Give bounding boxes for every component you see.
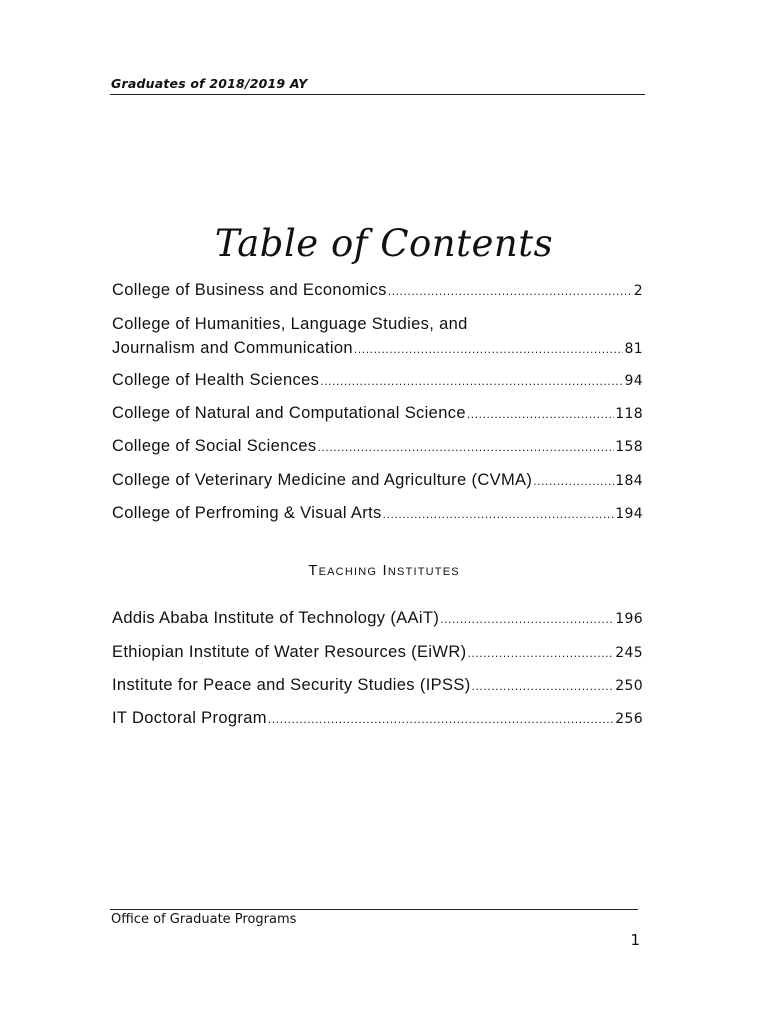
toc-entry-label: College of Perfroming & Visual Arts — [112, 504, 382, 522]
toc-entry-page: 81 — [624, 341, 643, 357]
dot-leader — [383, 502, 615, 526]
toc-entry-page: 256 — [615, 711, 643, 727]
toc-entry-label: College of Veterinary Medicine and Agriculture (CVMA) — [112, 471, 533, 489]
toc-entry[interactable] — [112, 401, 643, 426]
section-heading: Teaching Institutes — [308, 562, 460, 579]
toc-entry-label: IT Doctoral Program — [112, 709, 267, 727]
dot-leader — [440, 607, 614, 631]
toc-entry-page: 194 — [615, 506, 643, 522]
toc-entry[interactable] — [112, 434, 643, 459]
dot-leader — [354, 337, 624, 361]
toc-entry[interactable] — [112, 706, 643, 731]
toc-entry-page: 250 — [615, 678, 643, 694]
toc-entry-page: 2 — [633, 283, 643, 299]
toc-entry-label: College of Business and Economics — [112, 281, 387, 299]
header-rule — [110, 94, 645, 95]
page-title: Table of Contents — [214, 222, 554, 265]
toc-entry-page: 196 — [615, 611, 643, 627]
page-number: 1 — [630, 931, 640, 949]
toc-entry[interactable] — [112, 640, 643, 665]
toc-entry[interactable] — [112, 673, 643, 698]
dot-leader — [388, 279, 633, 303]
toc-entry-page: 158 — [615, 439, 643, 455]
toc-entry-label: Journalism and Communication — [112, 339, 353, 357]
dot-leader — [472, 674, 615, 698]
toc-entry[interactable] — [112, 368, 643, 393]
toc-entry-label: Addis Ababa Institute of Technology (AAiT) — [112, 609, 440, 627]
toc-entry-label: Institute for Peace and Security Studies (IPSS) — [112, 676, 471, 694]
toc-entry-label: College of Natural and Computational Science — [112, 404, 466, 422]
toc-entry[interactable] — [112, 278, 643, 303]
footer-rule — [110, 909, 638, 910]
toc-entry-page: 94 — [624, 373, 643, 389]
toc-entry-label: College of Health Sciences — [112, 371, 320, 389]
dot-leader — [320, 369, 623, 393]
dot-leader — [467, 641, 614, 665]
toc-entry[interactable] — [112, 501, 643, 526]
toc-entry-page: 184 — [615, 473, 643, 489]
dot-leader — [268, 707, 614, 731]
toc-entry-label-line1: College of Humanities, Language Studies, and — [112, 315, 468, 333]
dot-leader — [533, 469, 614, 493]
toc-entry-line2 — [112, 336, 643, 361]
toc-entry-label: College of Social Sciences — [112, 437, 317, 455]
running-header: Graduates of 2018/2019 AY — [111, 76, 308, 91]
running-footer: Office of Graduate Programs — [111, 912, 297, 927]
dot-leader — [467, 402, 614, 426]
toc-entry[interactable] — [112, 606, 643, 631]
toc-entry[interactable] — [112, 468, 643, 493]
toc-entry-label: Ethiopian Institute of Water Resources (EiWR) — [112, 643, 467, 661]
toc-entry-page: 245 — [615, 645, 643, 661]
toc-entry-page: 118 — [615, 406, 643, 422]
dot-leader — [317, 435, 614, 459]
